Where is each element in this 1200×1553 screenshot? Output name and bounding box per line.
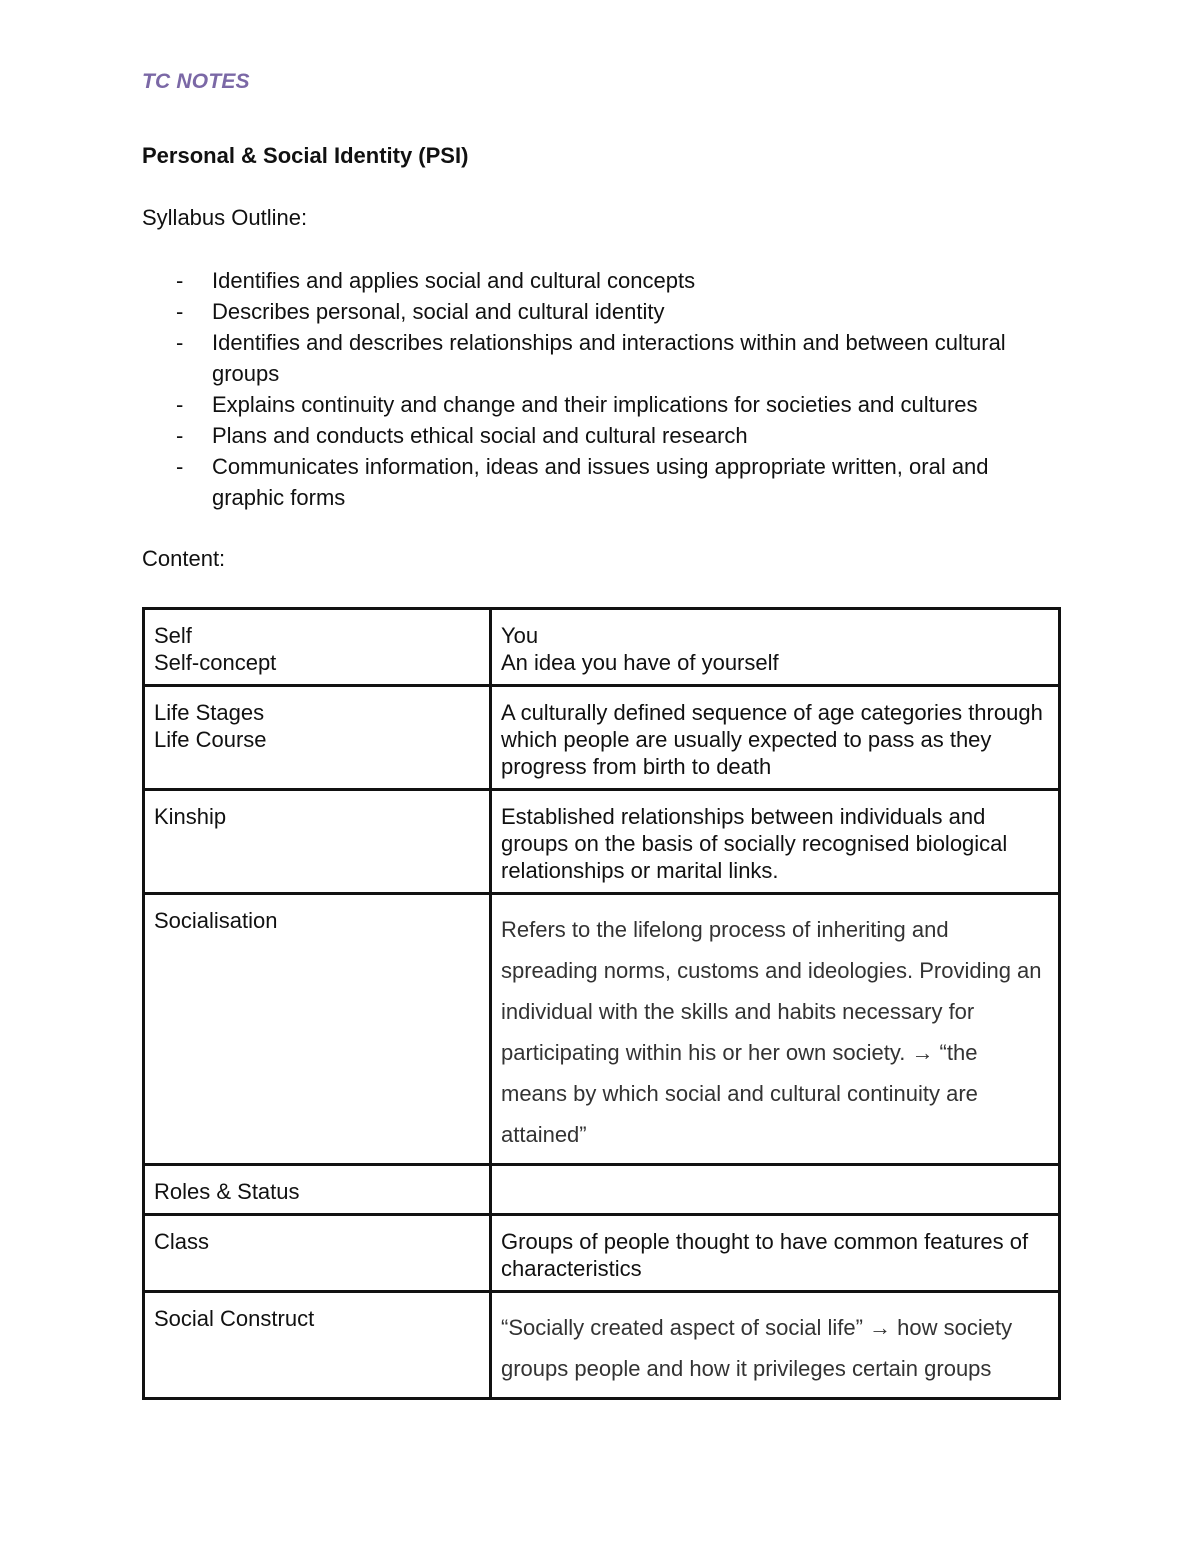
table-row (144, 790, 1060, 894)
list-item (142, 296, 1062, 327)
definition-cell (491, 790, 1060, 894)
table-row (144, 1292, 1060, 1399)
table-row (144, 1165, 1060, 1215)
table-row (144, 1215, 1060, 1292)
list-item-text: Explains continuity and change and their implications for societies and cultures (212, 392, 978, 417)
term-cell (144, 1165, 491, 1215)
list-item (142, 327, 1062, 389)
bullet-dash: - (176, 299, 184, 324)
term-text: Class (154, 1229, 210, 1254)
list-item-text: Communicates information, ideas and issues using appropriate written, oral and graphic forms (212, 454, 989, 510)
bullet-dash: - (176, 330, 184, 355)
definition-cell (491, 609, 1060, 686)
list-item (142, 389, 1062, 420)
bullet-dash: - (176, 268, 184, 293)
term-cell (144, 1215, 491, 1292)
list-item (142, 420, 1062, 451)
term-text: Life Stages (154, 700, 265, 725)
definition-cell (491, 1292, 1060, 1399)
term-text: Kinship (154, 804, 227, 829)
bullet-dash: - (176, 392, 184, 417)
definition-text: An idea you have of yourself (501, 650, 779, 675)
term-text: Social Construct (154, 1306, 315, 1331)
term-text: Life Course (154, 727, 267, 752)
term-cell (144, 609, 491, 686)
syllabus-list (142, 265, 1062, 513)
term-text: Self-concept (154, 650, 277, 675)
list-item-text: Identifies and applies social and cultural concepts (212, 268, 696, 293)
definition-text: “Socially created aspect of social life” → how society groups people and how it privileges certain groups (501, 1315, 1013, 1381)
term-text: Self (154, 623, 192, 648)
definition-text: A culturally defined sequence of age categories through which people are usually expected to pass as they progress from birth to death (501, 700, 1043, 779)
table-row (144, 894, 1060, 1165)
definition-cell (491, 1215, 1060, 1292)
definition-text: You (501, 623, 539, 648)
table-row (144, 609, 1060, 686)
term-cell (144, 894, 491, 1165)
content-label: Content: (142, 546, 226, 571)
term-text: Socialisation (154, 908, 278, 933)
header-tag: TC NOTES (142, 70, 250, 93)
definition-text: Groups of people thought to have common features of characteristics (501, 1229, 1029, 1281)
concepts-table (142, 607, 1061, 1400)
bullet-dash: - (176, 423, 184, 448)
definition-text: Refers to the lifelong process of inheriting and spreading norms, customs and ideologies. Providing an individual with the skills and habits necessary for participating within his or her own society. → “the means by which social and cultural continuity are attained” (501, 917, 1042, 1147)
term-text: Roles & Status (154, 1179, 300, 1204)
list-item-text: Describes personal, social and cultural identity (212, 299, 665, 324)
document-title: Personal & Social Identity (PSI) (142, 143, 469, 168)
list-item-text: Identifies and describes relationships and interactions within and between cultural groups (212, 330, 1006, 386)
term-cell (144, 790, 491, 894)
list-item (142, 265, 1062, 296)
bullet-dash: - (176, 454, 184, 479)
definition-text: Established relationships between individuals and groups on the basis of socially recognised biological relationships or marital links. (501, 804, 1008, 883)
term-cell (144, 686, 491, 790)
list-item (142, 451, 1062, 513)
table-row (144, 686, 1060, 790)
definition-cell (491, 1165, 1060, 1215)
list-item-text: Plans and conducts ethical social and cultural research (212, 423, 748, 448)
term-cell (144, 1292, 491, 1399)
definition-cell (491, 894, 1060, 1165)
syllabus-label: Syllabus Outline: (142, 205, 308, 230)
definition-cell (491, 686, 1060, 790)
